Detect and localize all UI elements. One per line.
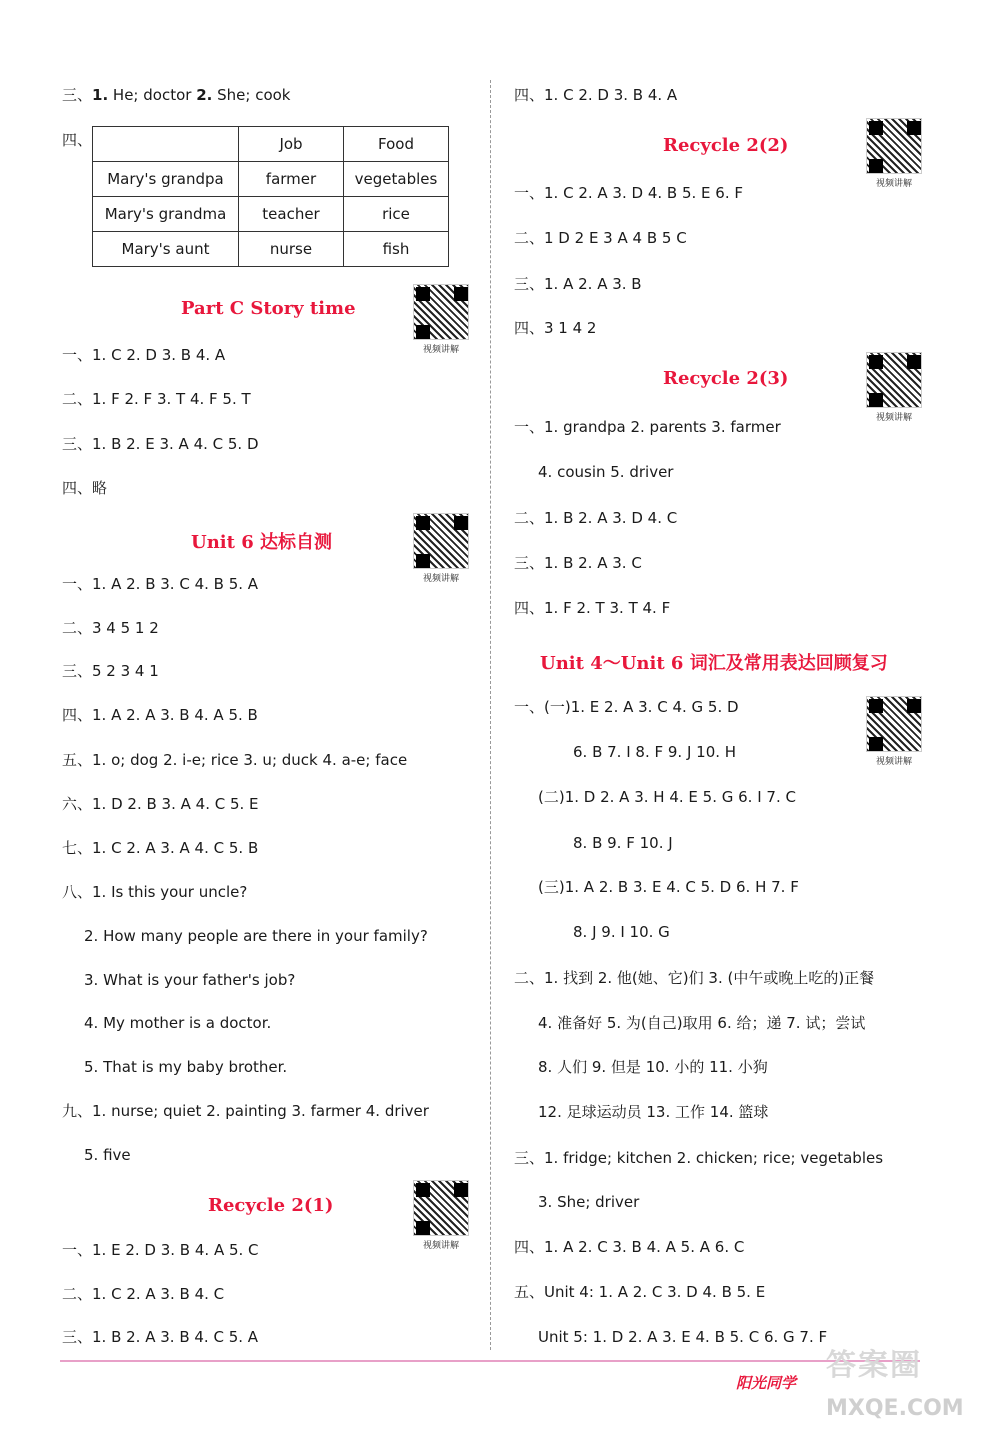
qr-caption: 视频讲解 — [422, 574, 459, 584]
answer-line: 8. 人们 9. 但是 10. 小的 11. 小狗 — [538, 1058, 768, 1076]
answer-line: 8. J 9. I 10. G — [573, 923, 670, 941]
answer-line: 五、Unit 4: 1. A 2. C 3. D 4. B 5. E — [514, 1283, 766, 1301]
answer-line: 四、略 — [62, 479, 108, 497]
answer-line: 5. five — [84, 1146, 131, 1164]
answer-line: 一、1. C 2. A 3. D 4. B 5. E 6. F — [514, 184, 743, 202]
answer-line: 一、(一)1. E 2. A 3. C 4. G 5. D — [514, 698, 739, 716]
answer-line: 一、1. grandpa 2. parents 3. farmer — [514, 418, 781, 436]
answer-line: (三)1. A 2. B 3. E 4. C 5. D 6. H 7. F — [538, 878, 799, 896]
answer-line: Unit 5: 1. D 2. A 3. E 4. B 5. C 6. G 7. F — [538, 1328, 828, 1346]
answer-line: 2. How many people are there in your family? — [84, 927, 428, 945]
answer-line: 4. My mother is a doctor. — [84, 1014, 272, 1032]
answer-line: 二、3 4 5 1 2 — [62, 619, 159, 637]
watermark-url: MXQE.COM — [826, 1396, 964, 1421]
qr-code-icon[interactable] — [413, 1180, 469, 1251]
answer-line: 二、1 D 2 E 3 A 4 B 5 C — [514, 229, 687, 247]
answer-line: 一、1. C 2. D 3. B 4. A — [62, 346, 226, 364]
table-cell: Mary's grandma — [93, 197, 239, 232]
answer-line: 九、1. nurse; quiet 2. painting 3. farmer 4. driver — [62, 1102, 429, 1120]
answer-line: 一、1. E 2. D 3. B 4. A 5. C — [62, 1241, 259, 1259]
answer-line: (二)1. D 2. A 3. H 4. E 5. G 6. I 7. C — [538, 788, 796, 806]
answer-line: 三、5 2 3 4 1 — [62, 662, 159, 680]
table-cell: farmer — [239, 162, 344, 197]
section-title: Recycle 2(1) — [208, 1195, 334, 1216]
qr-code-icon[interactable] — [413, 284, 469, 355]
section-title: Recycle 2(2) — [663, 135, 789, 156]
answer-line: 二、1. C 2. A 3. B 4. C — [62, 1285, 225, 1303]
table-cell: teacher — [239, 197, 344, 232]
answer-line: 三、1. B 2. A 3. C — [514, 554, 642, 572]
answer-line: 五、1. o; dog 2. i-e; rice 3. u; duck 4. a-e; face — [62, 751, 408, 769]
answer-line: 二、1. 找到 2. 他(她、它)们 3. (中午或晚上吃的)正餐 — [514, 969, 875, 987]
table-cell: rice — [344, 197, 449, 232]
qr-code-icon[interactable] — [866, 118, 922, 189]
answer-line: 四、1. C 2. D 3. B 4. A — [514, 86, 678, 104]
answer-line: 3. She; driver — [538, 1193, 640, 1211]
answer-line: 六、1. D 2. B 3. A 4. C 5. E — [62, 795, 259, 813]
section-title: Part C Story time — [181, 298, 356, 319]
answer-line: 七、1. C 2. A 3. A 4. C 5. B — [62, 839, 259, 857]
qr-caption: 视频讲解 — [422, 1241, 459, 1251]
qr-caption: 视频讲解 — [422, 345, 459, 355]
table-header: Food — [344, 127, 449, 162]
answer-line: 3. What is your father's job? — [84, 971, 296, 989]
answer-line: 6. B 7. I 8. F 9. J 10. H — [573, 743, 737, 761]
answer-line: 四、1. A 2. A 3. B 4. A 5. B — [62, 706, 258, 724]
answer-line: 8. B 9. F 10. J — [573, 834, 673, 852]
answer-line: 四、1. F 2. T 3. T 4. F — [514, 599, 671, 617]
watermark: 答案圈 — [826, 1348, 922, 1383]
section-title: Unit 6 达标自测 — [191, 532, 332, 553]
answer-line: 5. That is my baby brother. — [84, 1058, 288, 1076]
answer-line: 4. 准备好 5. 为(自己)取用 6. 给；递 7. 试；尝试 — [538, 1014, 866, 1032]
qr-code-icon[interactable] — [866, 352, 922, 423]
answer-line: 4. cousin 5. driver — [538, 463, 674, 481]
answer-line: 一、1. A 2. B 3. C 4. B 5. A — [62, 575, 259, 593]
qr-caption: 视频讲解 — [875, 179, 912, 189]
answer-line: 三、1. fridge; kitchen 2. chicken; rice; vegetables — [514, 1149, 884, 1167]
footer-rule — [60, 1360, 920, 1362]
answer-line: 12. 足球运动员 13. 工作 14. 篮球 — [538, 1103, 769, 1121]
answer-line: 四、3 1 4 2 — [514, 319, 597, 337]
section-title: Recycle 2(3) — [663, 368, 789, 389]
brand-logo: 阳光同学 — [736, 1374, 797, 1392]
table-cell: vegetables — [344, 162, 449, 197]
table-cell: Mary's aunt — [93, 232, 239, 267]
table-header — [93, 127, 239, 162]
answer-line: 三、1. He; doctor 2. She; cook — [62, 86, 291, 104]
qr-code-icon[interactable] — [413, 513, 469, 584]
answer-line: 二、1. B 2. A 3. D 4. C — [514, 509, 678, 527]
answer-table — [92, 126, 449, 267]
answer-line: 二、1. F 2. F 3. T 4. F 5. T — [62, 390, 251, 408]
answer-line: 四、1. A 2. C 3. B 4. A 5. A 6. C — [514, 1238, 745, 1256]
answer-line: 八、1. Is this your uncle? — [62, 883, 248, 901]
table-cell: nurse — [239, 232, 344, 267]
answer-line: 三、1. B 2. A 3. B 4. C 5. A — [62, 1328, 259, 1346]
qr-caption: 视频讲解 — [875, 413, 912, 423]
qr-caption: 视频讲解 — [875, 757, 912, 767]
section-title: Unit 4～Unit 6 词汇及常用表达回顾复习 — [540, 653, 888, 674]
column-divider — [490, 80, 491, 1350]
answer-line: 三、1. A 2. A 3. B — [514, 275, 642, 293]
table-cell: Mary's grandpa — [93, 162, 239, 197]
table-cell: fish — [344, 232, 449, 267]
table-header: Job — [239, 127, 344, 162]
qr-code-icon[interactable] — [866, 696, 922, 767]
answer-line: 三、1. B 2. E 3. A 4. C 5. D — [62, 435, 259, 453]
table-label: 四、 — [62, 131, 93, 149]
